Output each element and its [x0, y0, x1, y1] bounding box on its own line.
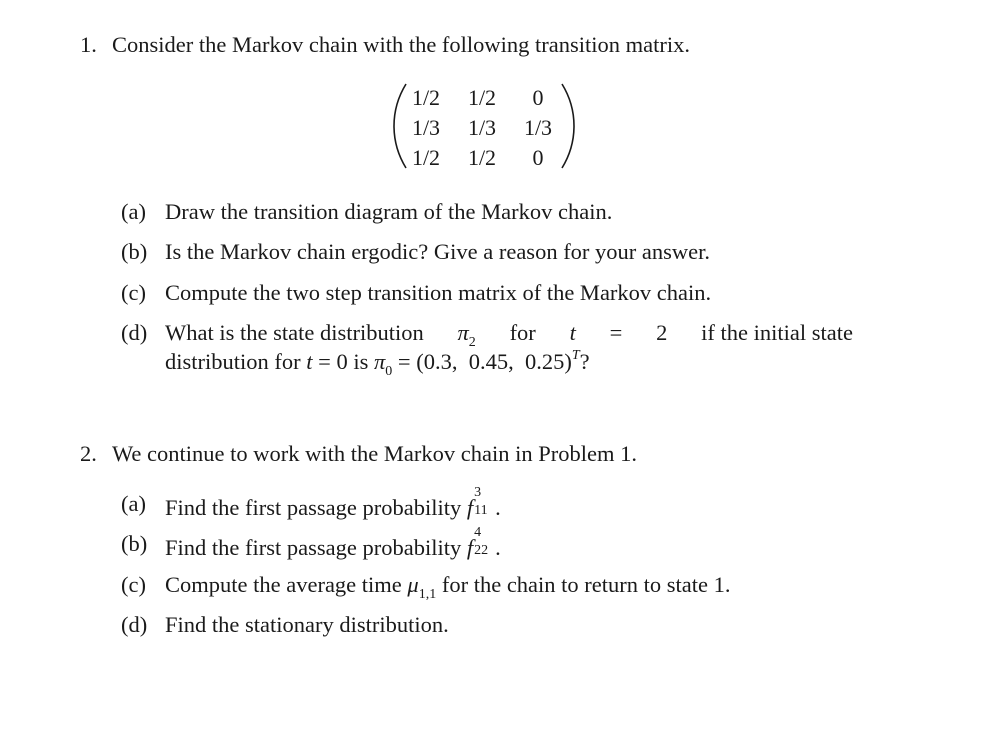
part-d-line-1 — [165, 320, 853, 350]
pi-symbol: $\pi_0$ — [373, 349, 393, 379]
part-label: (d) — [121, 320, 148, 345]
matrix-cell: 0 — [532, 145, 544, 170]
period: . — [495, 535, 501, 560]
text: is — [353, 349, 369, 374]
variable-t: t — [306, 349, 313, 374]
text: for — [509, 320, 536, 345]
part-text: Draw the transition diagram of the Markov chain. — [165, 199, 613, 224]
matrix-cell: 1/3 — [411, 115, 441, 140]
matrix-cell: 1/3 — [467, 115, 497, 140]
part-label: (a) — [121, 199, 146, 224]
equals: = — [609, 320, 623, 345]
part-d-line-2 — [165, 348, 590, 379]
equals: = — [318, 349, 331, 374]
value: 2 — [656, 320, 668, 345]
initial-vector: (0.3, 0.45, 0.25) — [416, 349, 572, 374]
matrix-cell: 0 — [532, 85, 544, 110]
f-symbol: f — [466, 495, 474, 520]
matrix-cell: 1/2 — [411, 145, 441, 170]
text: Find the first passage probability — [165, 495, 462, 520]
part-text: Find the stationary distribution. — [165, 612, 449, 637]
part-text: Is the Markov chain ergodic? Give a reason for your answer. — [165, 239, 711, 264]
matrix-cell: 1/2 — [467, 145, 497, 170]
indices: 3 11 — [474, 485, 488, 518]
part-text: Compute the two step transition matrix of the Markov chain. — [165, 280, 712, 305]
transpose-mark: T — [571, 348, 580, 363]
f-symbol: f — [466, 535, 474, 560]
part-label: (c) — [121, 280, 146, 305]
part-label: (d) — [121, 612, 148, 637]
text: Find the first passage probability — [165, 535, 462, 560]
pi-symbol: $\pi_2$ — [457, 320, 476, 350]
text: What is the state distribution — [165, 320, 424, 345]
variable-t: t — [569, 320, 576, 345]
problem-1-intro: Consider the Markov chain with the following transition matrix. — [112, 32, 691, 57]
mu-symbol: $\mu_{1,1}$ — [407, 572, 437, 602]
matrix-cell: 1/2 — [411, 85, 441, 110]
text: for the chain to return to state 1. — [441, 572, 731, 597]
text: Compute the average time — [165, 572, 402, 597]
indices: 4 22 — [474, 525, 489, 558]
problem-1-number: 1. — [80, 32, 97, 57]
value: 0 — [336, 349, 348, 374]
part-text — [165, 572, 731, 602]
part-text — [165, 525, 501, 560]
part-label: (c) — [121, 572, 146, 597]
problem-2-intro: We continue to work with the Markov chain in Problem 1. — [112, 441, 637, 466]
question-mark: ? — [579, 349, 590, 374]
part-label: (b) — [121, 239, 148, 264]
part-label: (b) — [121, 531, 148, 556]
period: . — [495, 495, 501, 520]
text: if the initial state — [701, 320, 853, 345]
equals: = — [397, 349, 411, 374]
text: distribution for — [165, 349, 301, 374]
part-text — [165, 485, 501, 520]
matrix-cell: 1/2 — [467, 85, 497, 110]
part-label: (a) — [121, 491, 146, 516]
transition-matrix — [392, 80, 576, 172]
matrix-cell: 1/3 — [523, 115, 553, 140]
problem-2-number: 2. — [80, 441, 97, 466]
